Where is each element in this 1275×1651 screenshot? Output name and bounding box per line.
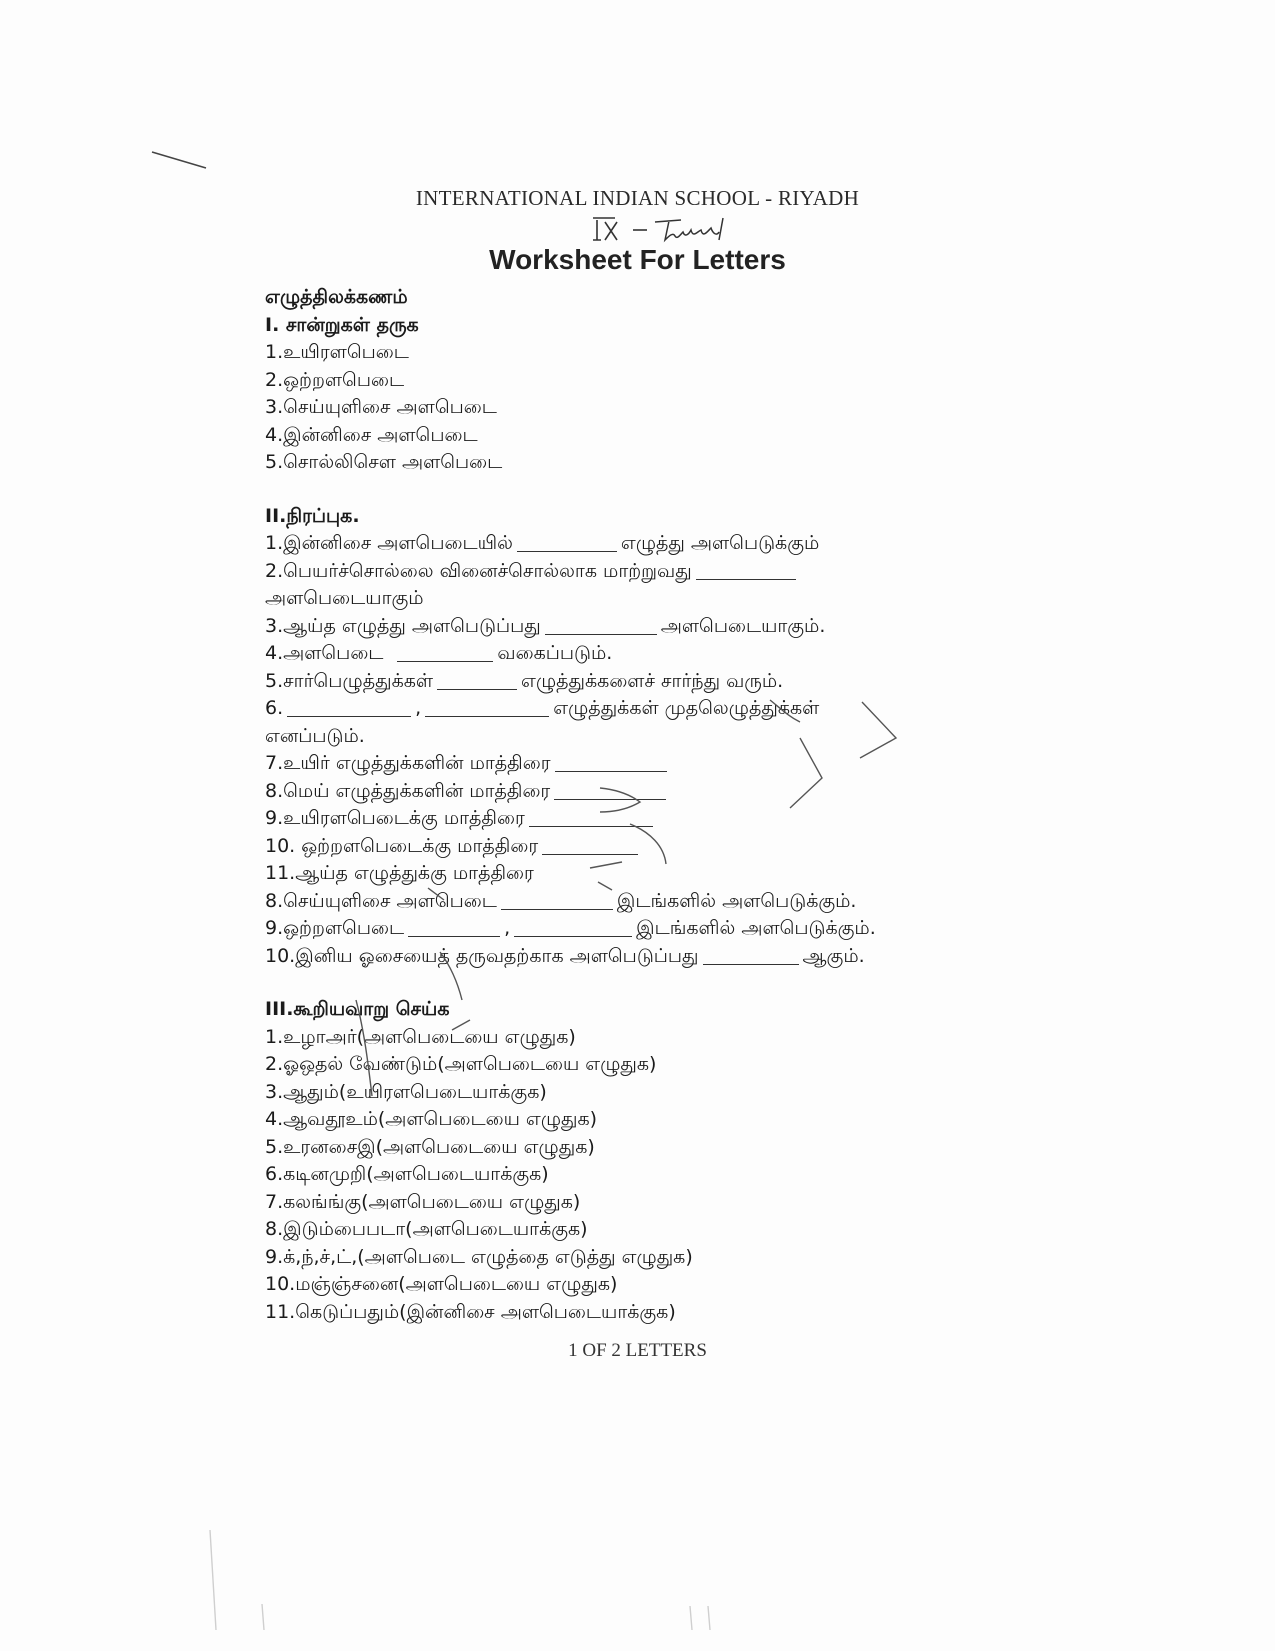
answer-blank[interactable]	[287, 697, 411, 717]
section-1-title: I. சான்றுகள் தருக	[265, 313, 419, 336]
fill-item: 1.இன்னிசை அளபெடையில் எழுத்து அளபெடுக்கும்	[265, 532, 820, 554]
page-footer: 1 OF 2 LETTERS	[568, 1340, 707, 1361]
list-item: 1.உழாஅர்(அளபெடையை எழுதுக)	[265, 1025, 576, 1048]
fill-item: 9.உயிரளபெடைக்கு மாத்திரை	[265, 805, 1025, 833]
handwritten-note	[585, 212, 775, 248]
answer-blank[interactable]	[529, 807, 653, 827]
answer-blank[interactable]	[425, 697, 549, 717]
list-item: 7.கலங்ங்கு(அளபெடையை எழுதுக)	[265, 1190, 581, 1213]
list-item: 2.ஓஒதல் வேண்டும்(அளபெடையை எழுதுக)	[265, 1053, 657, 1075]
fill-item: 8.மெய் எழுத்துக்களின் மாத்திரை	[265, 778, 1025, 806]
list-item: 6.கடினமுறி(அளபெடையாக்குக)	[265, 1163, 549, 1185]
list-item: 8.இடும்பைபடா(அளபெடையாக்குக)	[265, 1218, 588, 1240]
answer-blank[interactable]	[514, 917, 632, 937]
fill-item: 7.உயிர் எழுத்துக்களின் மாத்திரை	[265, 750, 1025, 778]
fill-item: 6. , எழுத்துக்கள் முதலெழுத்துக்கள்	[265, 697, 820, 719]
fill-item: அளபெடையாகும்	[265, 587, 424, 609]
answer-blank[interactable]	[501, 890, 613, 910]
list-item: 3.ஆதும்(உயிரளபெடையாக்குக)	[265, 1080, 547, 1103]
list-item: 5.உரனசைஇ(அளபெடையை எழுதுக)	[265, 1135, 595, 1158]
list-item: 11.கெடுப்பதும்(இன்னிசை அளபெடையாக்குக)	[265, 1300, 676, 1323]
section-2-title: II.நிரப்புக.	[265, 504, 360, 527]
answer-blank[interactable]	[517, 532, 617, 552]
main-heading: எழுத்திலக்கணம்	[265, 286, 408, 308]
fill-item: 8.செய்யுளிசை அளபெடை இடங்களில் அளபெடுக்கும்.	[265, 889, 857, 912]
list-item: 10.மஞ்ஞ்சனை(அளபெடையை எழுதுக)	[265, 1273, 618, 1295]
list-item: 1.உயிரளபெடை	[265, 341, 409, 363]
school-name: INTERNATIONAL INDIAN SCHOOL - RIYADH	[415, 186, 860, 210]
answer-blank[interactable]	[545, 615, 657, 635]
fill-item: 5.சார்பெழுத்துக்கள் எழுத்துக்களைச் சார்ந்து வரும்.	[265, 669, 784, 692]
answer-blank[interactable]	[408, 917, 500, 937]
answer-blank[interactable]	[555, 752, 667, 772]
list-item: 5.சொல்லிசெள அளபெடை	[265, 451, 503, 473]
answer-blank[interactable]	[542, 835, 638, 855]
list-item: 3.செய்யுளிசை அளபெடை	[265, 396, 497, 418]
answer-blank[interactable]	[703, 945, 799, 965]
fill-item: 2.பெயர்ச்சொல்லை வினைச்சொல்லாக மாற்றுவது	[265, 558, 1025, 586]
fill-item: 9.ஒற்றளபெடை , இடங்களில் அளபெடுக்கும்.	[265, 917, 876, 939]
fill-item: 3.ஆய்த எழுத்து அளபெடுப்பது அளபெடையாகும்.	[265, 614, 826, 637]
fill-item: எனப்படும்.	[265, 724, 365, 747]
section-3-title: III.கூறியவாறு செய்க	[265, 998, 450, 1020]
worksheet-content	[265, 284, 1025, 1326]
list-item: 9.க்,ந்,ச்,ட்,(அளபெடை எழுத்தை எடுத்து எழுதுக)	[265, 1245, 693, 1268]
answer-blank[interactable]	[696, 560, 796, 580]
fill-item: 10. ஒற்றளபெடைக்கு மாத்திரை	[265, 833, 1025, 861]
fill-item: 10.இனிய ஓசையைத் தருவதற்காக அளபெடுப்பது ஆகும்.	[265, 944, 865, 967]
list-item: 4.இன்னிசை அளபெடை	[265, 423, 478, 446]
answer-blank[interactable]	[554, 780, 666, 800]
worksheet-title: Worksheet For Letters	[489, 244, 786, 275]
answer-blank[interactable]	[437, 670, 517, 690]
list-item: 4.ஆவதூஉம்(அளபெடையை எழுதுக)	[265, 1108, 598, 1130]
pen-stroke-mark	[150, 150, 220, 180]
list-item: 2.ஒற்றளபெடை	[265, 368, 405, 391]
fill-item: 11.ஆய்த எழுத்துக்கு மாத்திரை	[265, 862, 534, 884]
answer-blank[interactable]	[397, 642, 493, 662]
fill-item: 4.அளபெடை வகைப்படும்.	[265, 642, 613, 664]
